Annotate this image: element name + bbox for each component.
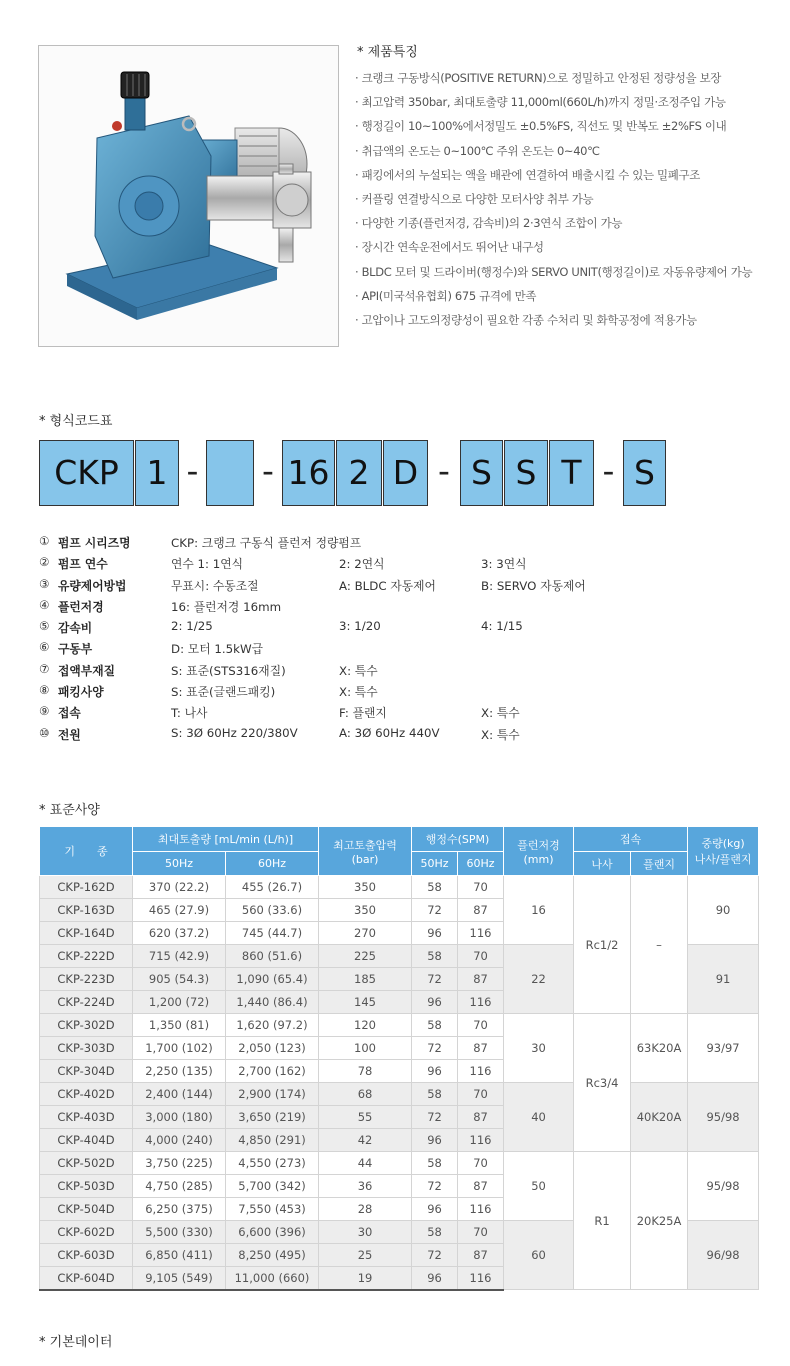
plunger-cell: 16 xyxy=(504,876,574,945)
feature-item: · 최고압력 350bar, 최대토출량 11,000ml(660L/h)까지 정밀·조정주입 가능 xyxy=(355,95,726,110)
spm-60hz-cell: 87 xyxy=(458,1175,504,1198)
header-flow-50hz: 50Hz xyxy=(133,852,226,876)
pressure-cell: 145 xyxy=(319,991,412,1014)
feature-item: · 패킹에서의 누설되는 액을 배관에 연결하여 배출시킬 수 있는 밀폐구조 xyxy=(355,167,701,182)
spm-60hz-cell: 70 xyxy=(458,1014,504,1037)
flow-50hz-cell: 370 (22.2) xyxy=(133,876,226,899)
flow-60hz-cell: 6,600 (396) xyxy=(226,1221,319,1244)
spm-50hz-cell: 58 xyxy=(412,1083,458,1106)
model-code-title: * 형식코드표 xyxy=(39,414,113,429)
header-model: 기 종 xyxy=(40,827,133,876)
spm-60hz-cell: 87 xyxy=(458,899,504,922)
code-box-ratio: 2 xyxy=(336,440,382,506)
header-weight: 중량(kg) 나사/플랜지 xyxy=(688,827,759,876)
model-cell: CKP-163D xyxy=(40,899,133,922)
code-dash: - xyxy=(262,451,274,490)
pressure-cell: 42 xyxy=(319,1129,412,1152)
header-connection: 접속 xyxy=(574,827,688,852)
legend-option: 3: 3연식 xyxy=(481,557,527,572)
spm-60hz-cell: 87 xyxy=(458,1106,504,1129)
legend-option: 3: 1/20 xyxy=(339,619,381,634)
feature-item: · 취급액의 온도는 0~100℃ 주위 온도는 0~40℃ xyxy=(355,143,600,158)
flow-60hz-cell: 11,000 (660) xyxy=(226,1267,319,1290)
flow-50hz-cell: 3,750 (225) xyxy=(133,1152,226,1175)
legend-number: ⑨ xyxy=(39,704,50,719)
table-row xyxy=(40,1083,759,1106)
header-flow-60hz: 60Hz xyxy=(226,852,319,876)
flow-60hz-cell: 5,700 (342) xyxy=(226,1175,319,1198)
pressure-cell: 28 xyxy=(319,1198,412,1221)
model-cell: CKP-164D xyxy=(40,922,133,945)
flow-60hz-cell: 860 (51.6) xyxy=(226,945,319,968)
flow-50hz-cell: 620 (37.2) xyxy=(133,922,226,945)
model-cell: CKP-304D xyxy=(40,1060,133,1083)
spm-60hz-cell: 70 xyxy=(458,876,504,899)
legend-option: D: 모터 1.5kW급 xyxy=(171,642,264,657)
pressure-cell: 185 xyxy=(319,968,412,991)
legend-row xyxy=(39,619,779,640)
spm-50hz-cell: 96 xyxy=(412,922,458,945)
thread-cell: Rc1/2 xyxy=(574,876,631,1014)
model-cell: CKP-602D xyxy=(40,1221,133,1244)
header-spm-60hz: 60Hz xyxy=(458,852,504,876)
spm-60hz-cell: 87 xyxy=(458,1037,504,1060)
legend-number: ⑧ xyxy=(39,683,50,698)
legend-option: 연수 1: 1연식 xyxy=(171,557,244,572)
feature-item: · BLDC 모터 및 드라이버(행정수)와 SERVO UNIT(행정길이)로 자동유량제어 가능 xyxy=(355,264,753,279)
legend-number: ① xyxy=(39,534,50,548)
legend-number: ⑥ xyxy=(39,640,50,655)
legend-option: X: 특수 xyxy=(339,663,378,678)
flow-50hz-cell: 3,000 (180) xyxy=(133,1106,226,1129)
spm-50hz-cell: 58 xyxy=(412,876,458,899)
spm-50hz-cell: 58 xyxy=(412,1221,458,1244)
legend-option: X: 특수 xyxy=(481,706,520,721)
legend-row xyxy=(39,726,779,747)
spm-50hz-cell: 72 xyxy=(412,899,458,922)
legend-option: X: 특수 xyxy=(481,727,520,742)
features-title: * 제품특징 xyxy=(357,45,418,60)
model-cell: CKP-403D xyxy=(40,1106,133,1129)
legend-row xyxy=(39,704,779,725)
code-box-control xyxy=(206,440,254,506)
flange-cell: 63K20A xyxy=(631,1014,688,1083)
code-dash: - xyxy=(438,451,450,490)
legend-option: F: 플랜지 xyxy=(339,706,387,721)
spm-50hz-cell: 96 xyxy=(412,991,458,1014)
feature-item: · 크랭크 구동방식(POSITIVE RETURN)으로 정밀하고 안정된 정량성을 보장 xyxy=(355,71,722,85)
model-cell: CKP-504D xyxy=(40,1198,133,1221)
feature-item: · 행정길이 10~100%에서정밀도 ±0.5%FS, 직선도 및 반복도 ±2%FS 이내 xyxy=(355,119,727,134)
spm-50hz-cell: 72 xyxy=(412,1244,458,1267)
spm-60hz-cell: 116 xyxy=(458,1198,504,1221)
weight-cell: 95/98 xyxy=(688,1083,759,1152)
legend-option: T: 나사 xyxy=(171,706,208,721)
flow-60hz-cell: 4,850 (291) xyxy=(226,1129,319,1152)
flow-60hz-cell: 8,250 (495) xyxy=(226,1244,319,1267)
legend-row xyxy=(39,683,779,704)
legend-name: 접액부재질 xyxy=(58,663,115,678)
flange-cell: 20K25A xyxy=(631,1152,688,1290)
legend-number: ⑦ xyxy=(39,661,50,676)
flow-50hz-cell: 6,250 (375) xyxy=(133,1198,226,1221)
flow-60hz-cell: 2,900 (174) xyxy=(226,1083,319,1106)
legend-row xyxy=(39,577,779,598)
pressure-cell: 44 xyxy=(319,1152,412,1175)
plunger-cell: 60 xyxy=(504,1221,574,1290)
flow-50hz-cell: 9,105 (549) xyxy=(133,1267,226,1290)
legend-name: 펌프 시리즈명 xyxy=(58,536,131,550)
spm-60hz-cell: 116 xyxy=(458,922,504,945)
spm-50hz-cell: 58 xyxy=(412,1152,458,1175)
spm-60hz-cell: 87 xyxy=(458,968,504,991)
model-cell: CKP-222D xyxy=(40,945,133,968)
code-box-packing: S xyxy=(504,440,548,506)
legend-row xyxy=(39,640,779,661)
pressure-cell: 225 xyxy=(319,945,412,968)
pump-photo xyxy=(38,45,339,347)
code-box-power: S xyxy=(623,440,666,506)
plunger-cell: 30 xyxy=(504,1014,574,1083)
spm-60hz-cell: 70 xyxy=(458,1152,504,1175)
table-row xyxy=(40,1014,759,1037)
pressure-cell: 350 xyxy=(319,899,412,922)
spm-50hz-cell: 72 xyxy=(412,968,458,991)
header-thread: 나사 xyxy=(574,852,631,876)
spm-50hz-cell: 58 xyxy=(412,1014,458,1037)
legend-option: X: 특수 xyxy=(339,685,378,700)
code-dash: - xyxy=(186,451,199,490)
legend-row xyxy=(39,662,779,683)
code-dash: - xyxy=(602,451,615,490)
legend-option: A: 3Ø 60Hz 440V xyxy=(339,725,440,740)
code-box-material: S xyxy=(460,440,503,506)
legend-name: 감속비 xyxy=(58,621,93,636)
model-cell: CKP-162D xyxy=(40,876,133,899)
model-cell: CKP-302D xyxy=(40,1014,133,1037)
spm-50hz-cell: 72 xyxy=(412,1175,458,1198)
feature-item: · API(미국석유협회) 675 규격에 만족 xyxy=(355,288,537,303)
legend-option: 무표시: 수동조절 xyxy=(171,578,259,593)
legend-row xyxy=(39,534,779,555)
flow-50hz-cell: 2,400 (144) xyxy=(133,1083,226,1106)
pressure-cell: 55 xyxy=(319,1106,412,1129)
flow-50hz-cell: 1,350 (81) xyxy=(133,1014,226,1037)
legend-name: 접속 xyxy=(58,706,81,721)
legend-name: 유량제어방법 xyxy=(58,578,127,593)
pressure-cell: 120 xyxy=(319,1014,412,1037)
flow-50hz-cell: 4,000 (240) xyxy=(133,1129,226,1152)
pressure-cell: 270 xyxy=(319,922,412,945)
plunger-cell: 50 xyxy=(504,1152,574,1221)
basic-data-title: * 기본데이터 xyxy=(39,1335,113,1350)
plunger-cell: 22 xyxy=(504,945,574,1014)
flow-60hz-cell: 7,550 (453) xyxy=(226,1198,319,1221)
pressure-cell: 100 xyxy=(319,1037,412,1060)
plunger-cell: 40 xyxy=(504,1083,574,1152)
model-cell: CKP-604D xyxy=(40,1267,133,1290)
code-box-connection: T xyxy=(549,440,594,506)
flange-cell: – xyxy=(631,876,688,1014)
legend-number: ⑤ xyxy=(39,619,50,634)
pressure-cell: 350 xyxy=(319,876,412,899)
weight-cell: 93/97 xyxy=(688,1014,759,1083)
flow-50hz-cell: 1,200 (72) xyxy=(133,991,226,1014)
spm-50hz-cell: 72 xyxy=(412,1106,458,1129)
thread-cell: Rc3/4 xyxy=(574,1014,631,1152)
flow-50hz-cell: 1,700 (102) xyxy=(133,1037,226,1060)
pressure-cell: 30 xyxy=(319,1221,412,1244)
legend-option: S: 3Ø 60Hz 220/380V xyxy=(171,725,298,740)
spm-50hz-cell: 96 xyxy=(412,1267,458,1290)
legend-option: CKP: 크랭크 구동식 플런저 정량펌프 xyxy=(171,536,362,550)
spm-50hz-cell: 58 xyxy=(412,945,458,968)
flow-60hz-cell: 745 (44.7) xyxy=(226,922,319,945)
pump-illustration xyxy=(39,46,339,347)
legend-number: ② xyxy=(39,555,50,570)
model-cell: CKP-404D xyxy=(40,1129,133,1152)
legend-name: 플런저경 xyxy=(58,599,104,614)
header-spm-50hz: 50Hz xyxy=(412,852,458,876)
header-plunger: 플런저경 (mm) xyxy=(504,827,574,876)
feature-item: · 장시간 연속운전에서도 뛰어난 내구성 xyxy=(355,240,544,255)
table-row xyxy=(40,1152,759,1175)
spm-60hz-cell: 87 xyxy=(458,1244,504,1267)
spm-60hz-cell: 70 xyxy=(458,945,504,968)
feature-item: · 다양한 기종(플런저경, 감속비)의 2·3연식 조합이 가능 xyxy=(355,216,623,231)
pressure-cell: 36 xyxy=(319,1175,412,1198)
header-flow: 최대토출량 [mL/min (L/h)] xyxy=(133,827,319,852)
spec-title: * 표준사양 xyxy=(39,803,100,818)
legend-option: S: 표준(글랜드패킹) xyxy=(171,685,276,700)
flow-50hz-cell: 715 (42.9) xyxy=(133,945,226,968)
flow-60hz-cell: 560 (33.6) xyxy=(226,899,319,922)
feature-item: · 커플링 연결방식으로 다양한 모터사양 취부 가능 xyxy=(355,191,594,206)
pressure-cell: 68 xyxy=(319,1083,412,1106)
flow-60hz-cell: 1,440 (86.4) xyxy=(226,991,319,1014)
legend-option: 2: 1/25 xyxy=(171,619,213,634)
spec-table xyxy=(39,826,759,1291)
spm-60hz-cell: 116 xyxy=(458,1267,504,1290)
weight-cell: 96/98 xyxy=(688,1221,759,1290)
feature-item: · 고압이나 고도의정량성이 필요한 각종 수처리 및 화학공정에 적용가능 xyxy=(355,312,697,327)
spec-table-body xyxy=(40,876,759,1290)
legend-number: ⑩ xyxy=(39,725,50,740)
legend-number: ④ xyxy=(39,597,50,612)
header-spm: 행정수(SPM) xyxy=(412,827,504,852)
legend-name: 펌프 연수 xyxy=(58,557,108,572)
flow-50hz-cell: 465 (27.9) xyxy=(133,899,226,922)
spm-50hz-cell: 72 xyxy=(412,1037,458,1060)
weight-cell: 90 xyxy=(688,876,759,945)
header-flange: 플랜지 xyxy=(631,852,688,876)
code-box-series: CKP xyxy=(39,440,134,506)
flow-50hz-cell: 6,850 (411) xyxy=(133,1244,226,1267)
flange-cell: 40K20A xyxy=(631,1083,688,1152)
spm-50hz-cell: 96 xyxy=(412,1198,458,1221)
model-cell: CKP-603D xyxy=(40,1244,133,1267)
legend-name: 패킹사양 xyxy=(58,685,104,700)
flow-60hz-cell: 2,050 (123) xyxy=(226,1037,319,1060)
table-row xyxy=(40,876,759,899)
spm-50hz-cell: 96 xyxy=(412,1129,458,1152)
legend-option: 16: 플런저경 16mm xyxy=(171,599,282,614)
model-cell: CKP-223D xyxy=(40,968,133,991)
legend-row xyxy=(39,598,779,619)
spm-60hz-cell: 116 xyxy=(458,991,504,1014)
code-box-plunger: 16 xyxy=(282,440,335,506)
legend-option: 4: 1/15 xyxy=(481,619,523,634)
pressure-cell: 78 xyxy=(319,1060,412,1083)
thread-cell: R1 xyxy=(574,1152,631,1290)
flow-60hz-cell: 4,550 (273) xyxy=(226,1152,319,1175)
model-code-legend xyxy=(39,534,779,747)
code-box-drive: D xyxy=(383,440,428,506)
model-cell: CKP-303D xyxy=(40,1037,133,1060)
legend-row xyxy=(39,555,779,576)
spm-60hz-cell: 70 xyxy=(458,1221,504,1244)
flow-60hz-cell: 3,650 (219) xyxy=(226,1106,319,1129)
flow-50hz-cell: 4,750 (285) xyxy=(133,1175,226,1198)
header-pressure: 최고토출압력 (bar) xyxy=(319,827,412,876)
flow-60hz-cell: 1,620 (97.2) xyxy=(226,1014,319,1037)
spm-60hz-cell: 70 xyxy=(458,1083,504,1106)
legend-option: B: SERVO 자동제어 xyxy=(481,578,586,593)
pressure-cell: 25 xyxy=(319,1244,412,1267)
model-cell: CKP-503D xyxy=(40,1175,133,1198)
flow-50hz-cell: 905 (54.3) xyxy=(133,968,226,991)
features-list xyxy=(355,70,785,336)
model-cell: CKP-402D xyxy=(40,1083,133,1106)
pressure-cell: 19 xyxy=(319,1267,412,1290)
legend-option: 2: 2연식 xyxy=(339,557,385,572)
spm-50hz-cell: 96 xyxy=(412,1060,458,1083)
flow-50hz-cell: 5,500 (330) xyxy=(133,1221,226,1244)
legend-option: S: 표준(STS316재질) xyxy=(171,663,286,678)
spm-60hz-cell: 116 xyxy=(458,1129,504,1152)
flow-50hz-cell: 2,250 (135) xyxy=(133,1060,226,1083)
weight-cell: 95/98 xyxy=(688,1152,759,1221)
model-cell: CKP-224D xyxy=(40,991,133,1014)
legend-number: ③ xyxy=(39,576,50,591)
flow-60hz-cell: 2,700 (162) xyxy=(226,1060,319,1083)
legend-option: A: BLDC 자동제어 xyxy=(339,578,436,593)
weight-cell: 91 xyxy=(688,945,759,1014)
legend-name: 전원 xyxy=(58,727,81,742)
flow-60hz-cell: 455 (26.7) xyxy=(226,876,319,899)
model-cell: CKP-502D xyxy=(40,1152,133,1175)
legend-name: 구동부 xyxy=(58,642,93,657)
spm-60hz-cell: 116 xyxy=(458,1060,504,1083)
flow-60hz-cell: 1,090 (65.4) xyxy=(226,968,319,991)
code-box-count: 1 xyxy=(135,440,179,506)
